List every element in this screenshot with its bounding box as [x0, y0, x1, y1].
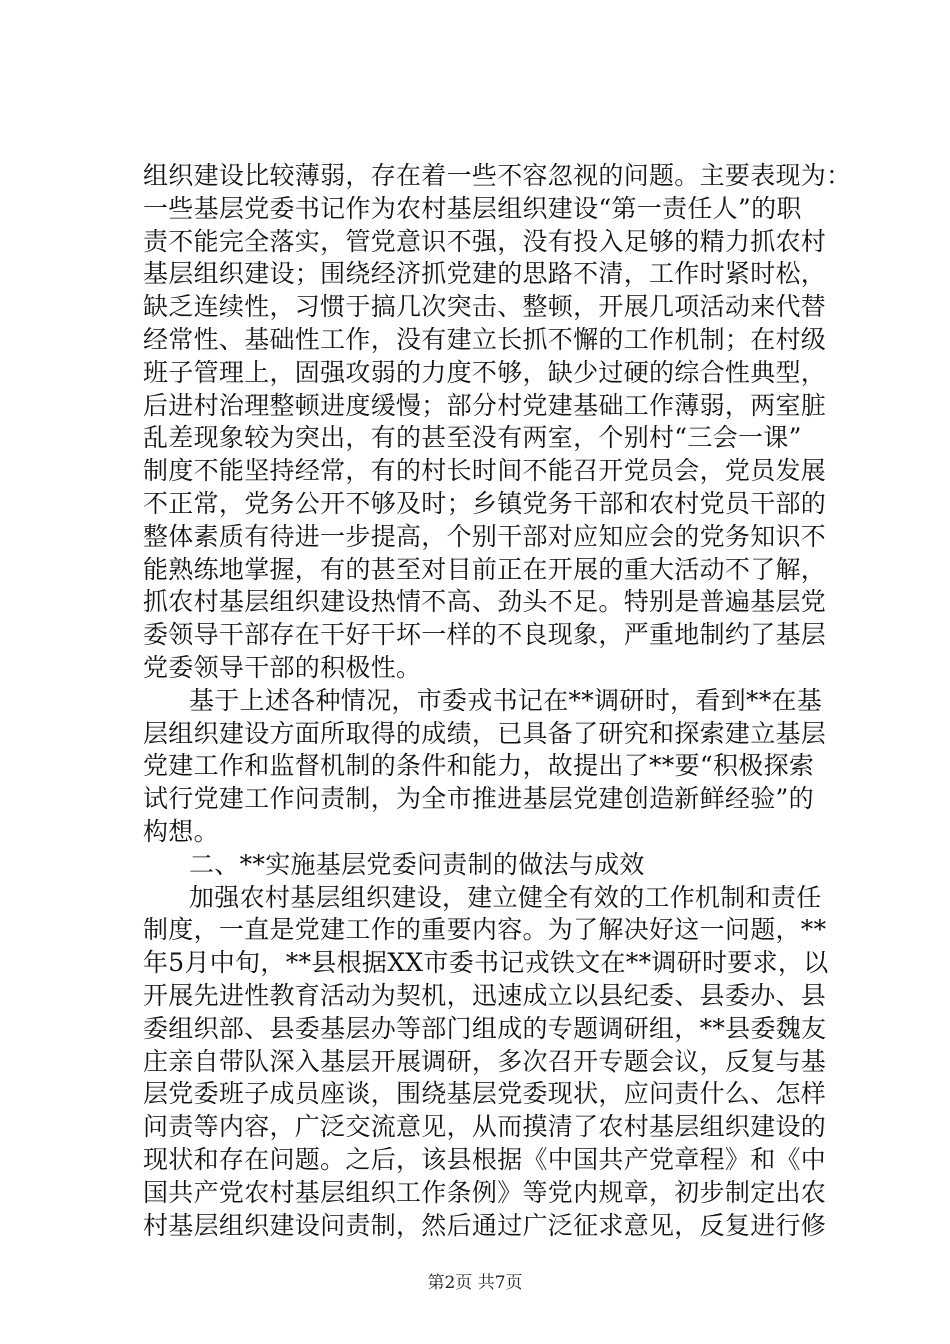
text-line: 经常性、基础性工作，没有建立长抓不懈的工作机制；在村级 — [143, 324, 827, 354]
text-line: 能熟练地掌握，有的甚至对目前正在开展的重大活动不了解， — [143, 554, 827, 584]
text-line: 后进村治理整顿进度缓慢；部分村党建基础工作薄弱，两室脏 — [143, 390, 827, 420]
text-line: 庄亲自带队深入基层开展调研，多次召开专题会议，反复与基 — [143, 1046, 827, 1076]
text-line: 乱差现象较为突出，有的甚至没有两室，个别村“三会一课” — [143, 423, 802, 453]
text-line: 制度，一直是党建工作的重要内容。为了解决好这一问题，** — [143, 915, 827, 945]
text-line: 抓农村基层组织建设热情不高、劲头不足。特别是普遍基层党 — [143, 587, 827, 617]
text-line: 委组织部、县委基层办等部门组成的专题调研组，**县委魏友 — [143, 1013, 827, 1043]
section-heading: 二、**实施基层党委问责制的做法与成效 — [189, 849, 645, 879]
text-line: 整体素质有待进一步提高，个别干部对应知应会的党务知识不 — [143, 521, 827, 551]
page-number-footer: 第2页 共7页 — [427, 1273, 523, 1293]
text-line: 开展先进性教育活动为契机，迅速成立以县纪委、县委办、县 — [143, 980, 827, 1010]
text-line: 制度不能坚持经常，有的村长时间不能召开党员会，党员发展 — [143, 456, 827, 486]
paragraph-start-line: 加强农村基层组织建设，建立健全有效的工作机制和责任 — [189, 882, 822, 912]
paragraph-start-line: 基于上述各种情况，市委戎书记在**调研时，看到**在基 — [189, 685, 823, 715]
text-line: 试行党建工作问责制，为全市推进基层党建创造新鲜经验”的 — [143, 784, 814, 814]
text-line: 村基层组织建设问责制，然后通过广泛征求意见，反复进行修 — [143, 1210, 827, 1240]
text-line: 现状和存在问题。之后，该县根据《中国共产党章程》和《中 — [143, 1144, 827, 1174]
text-line: 缺乏连续性，习惯于搞几次突击、整顿，开展几项活动来代替 — [143, 292, 827, 322]
body-text — [143, 160, 852, 1242]
text-line: 委领导干部存在干好干坏一样的不良现象，严重地制约了基层 — [143, 620, 827, 650]
text-line: 国共产党农村基层组织工作条例》等党内规章，初步制定出农 — [143, 1177, 827, 1207]
text-line: 班子管理上，固强攻弱的力度不够，缺少过硬的综合性典型， — [143, 357, 827, 387]
text-line: 问责等内容，广泛交流意见，从而摸清了农村基层组织建设的 — [143, 1112, 827, 1142]
text-line: 基层组织建设；围绕经济抓党建的思路不清，工作时紧时松， — [143, 259, 827, 289]
text-line: 年5月中旬，**县根据XX市委书记戎铁文在**调研时要求，以 — [143, 948, 829, 978]
text-line: 层党委班子成员座谈，围绕基层党委现状，应问责什么、怎样 — [143, 1079, 827, 1109]
text-line: 责不能完全落实，管党意识不强，没有投入足够的精力抓农村 — [143, 226, 827, 256]
text-line: 层组织建设方面所取得的成绩，已具备了研究和探索建立基层 — [143, 718, 827, 748]
text-line: 党建工作和监督机制的条件和能力，故提出了**要“积极探索 — [143, 751, 815, 781]
text-line: 构想。 — [143, 816, 219, 846]
text-line: 组织建设比较薄弱，存在着一些不容忽视的问题。主要表现为： — [143, 161, 852, 190]
text-line: 不正常，党务公开不够及时；乡镇党务干部和农村党员干部的 — [143, 488, 827, 518]
text-line: 一些基层党委书记作为农村基层组织建设“第一责任人”的职 — [143, 193, 802, 223]
text-line: 党委领导干部的积极性。 — [143, 652, 422, 682]
